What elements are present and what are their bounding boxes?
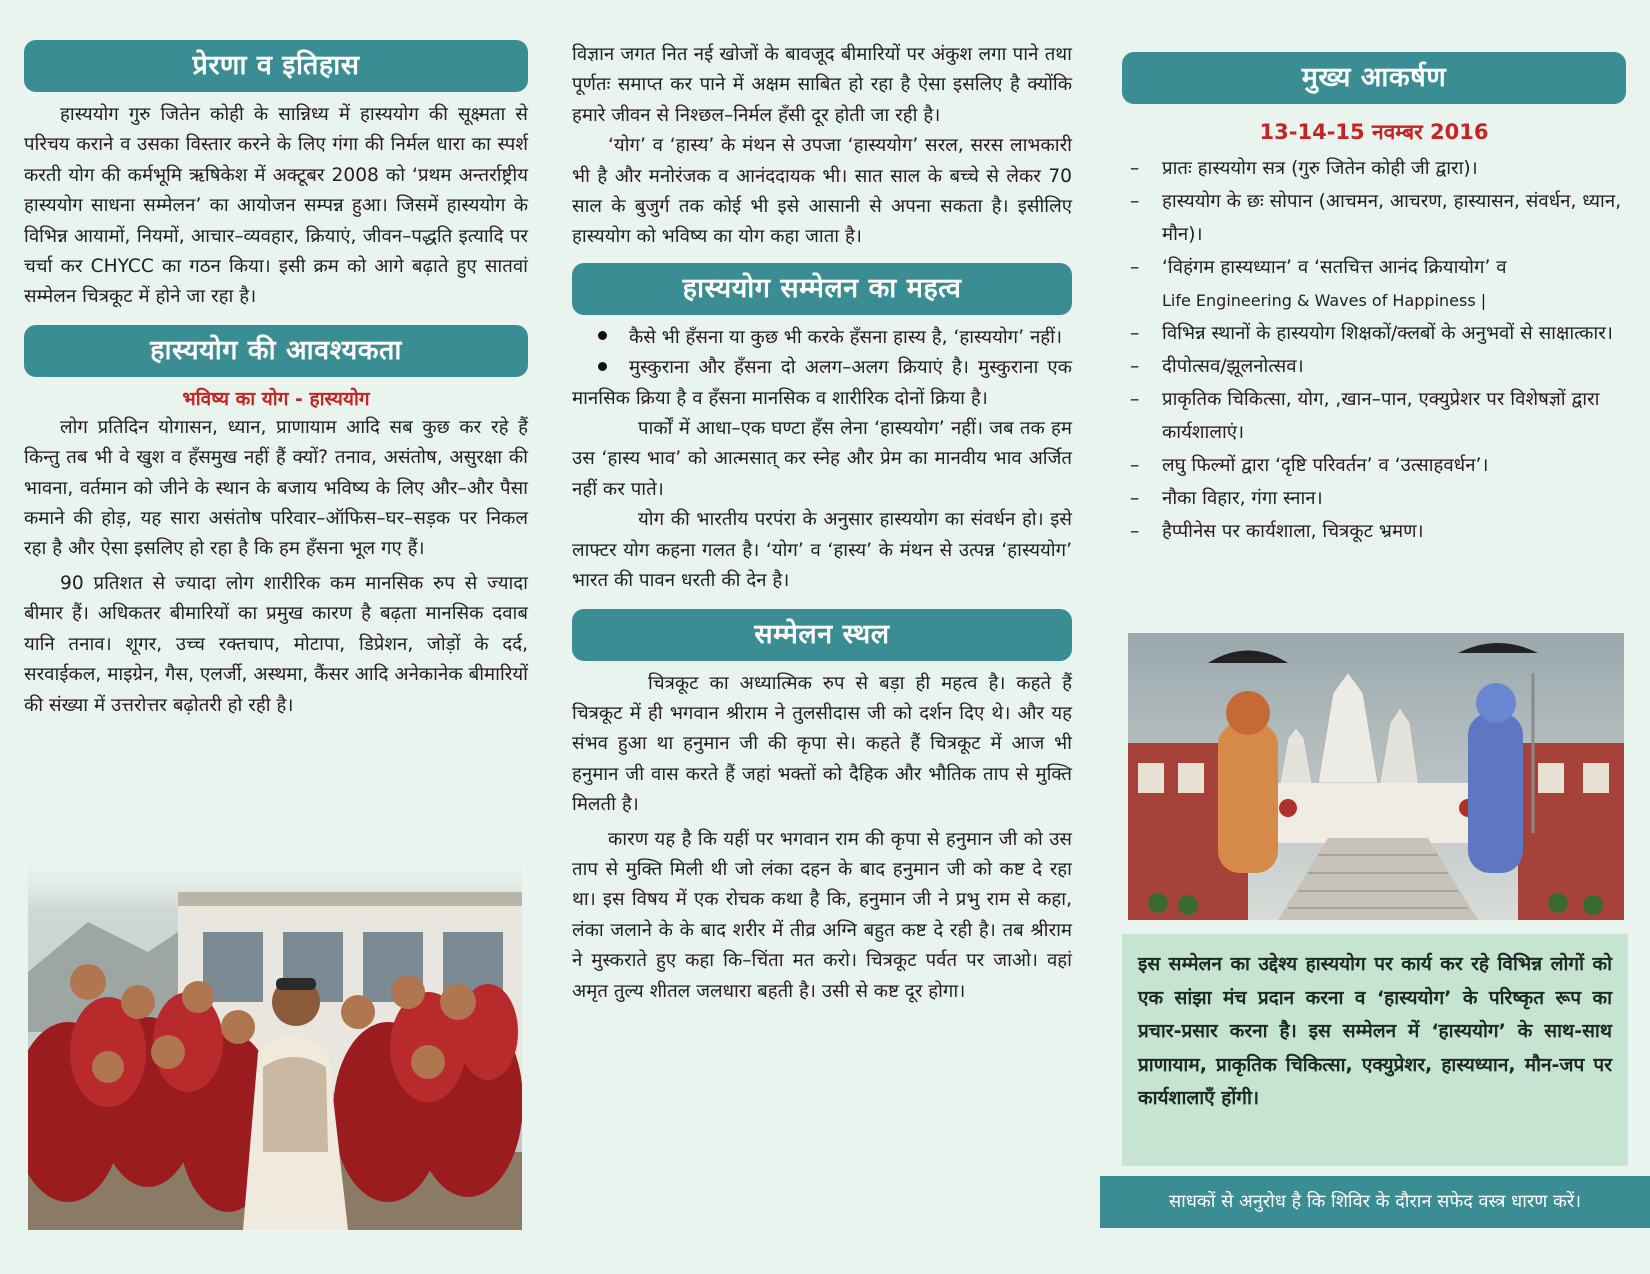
list-item: – नौका विहार, गंगा स्नान। bbox=[1130, 488, 1323, 509]
paragraph-science: विज्ञान जगत नित नई खोजों के बावजूद बीमारियों पर अंकुश लगा पाने तथा पूर्णतः समाप्त कर पाने में अक्षम साबित हो रहा है ऐसा इसलिए है क्योंकि हमारे जीवन से निश्छल–निर्मल हँसी दूर होती जा रही है। bbox=[572, 44, 1072, 126]
english-note: Life Engineering & Waves of Happiness | bbox=[1162, 291, 1487, 310]
bullet-item-laughing: कैसे भी हँसना या कुछ भी करके हँसना हास्य है, ‘हास्ययोग’ नहीं। bbox=[572, 323, 1072, 353]
paragraph-tradition: योग की भारतीय परपंरा के अनुसार हास्ययोग का संवर्धन हो। इसे लाफ्टर योग कहना गलत है। ‘योग’ व ‘हास्य’ के मंथन से उत्पन्न ‘हास्ययोग’ भारत की पावन धरती की देन है। bbox=[572, 509, 1072, 592]
footer-dress-code: साधकों से अनुरोध है कि शिविर के दौरान सफेद वस्त्र धारण करें। bbox=[1100, 1176, 1650, 1228]
photo-temple-statues bbox=[1128, 633, 1624, 920]
column-right bbox=[1122, 52, 1626, 548]
column-left bbox=[24, 40, 528, 721]
paragraph-hanuman-story: कारण यह है कि यहीं पर भगवान राम की कृपा से हनुमान जी को उस ताप से मुक्ति मिली थी जो लंका दहन के बाद हनुमान जी को कष्ट दे रहा था। इस विषय में एक रोचक कथा है कि, हनुमान जी ने प्रभु राम से कहा, लंका जलाने के के बाद शरीर में तीव्र अग्नि बहुत कष्ट दे रही है। तब श्रीराम ने मुस्कराते हुए कहा कि–चिंता मत करो। चित्रकूट पर्वत पर जाओ। वहां अमृत तुल्य शीतल जलधारा बहती है। उसी से कष्ट दूर होगा। bbox=[572, 828, 1072, 1002]
photo-laughing-monks bbox=[28, 852, 522, 1230]
heading-main-attractions: मुख्य आकर्षण bbox=[1122, 52, 1626, 104]
paragraph-illness: 90 प्रतिशत से ज्यादा लोग शारीरिक कम मानसिक रुप से ज्यादा बीमार हैं। अधिकतर बीमारियों का प्रमुख कारण है बढ़ता मानसिक दवाब यानि तनाव। शूगर, उच्च रक्तचाप, मोटापा, डिप्रेशन, जोड़ों के दर्द, सरवाईकल, माइग्रेन, गैस, एलर्जी, अस्थमा, कैंसर आदि अनेकानेक बीमारियों की संख्या में उत्तरोत्तर बढ़ोतरी हो रही है। bbox=[24, 572, 528, 716]
conference-purpose-box: इस सम्मेलन का उद्देश्य हास्ययोग पर कार्य कर रहे विभिन्न लोगों को एक सांझा मंच प्रदान करना व ‘हास्ययोग’ के परिष्कृत रूप का प्रचार-प्रसार करना है। इस सम्मेलन में ‘हास्ययोग’ के साथ-साथ प्राणायाम, प्राकृतिक चिकित्सा, एक्युप्रेशर, हास्यध्यान, मौन-जप पर कार्यशालाएँ होंगी। bbox=[1122, 934, 1628, 1166]
list-item: – ‘विहंगम हास्यध्यान’ व ‘सतचित्त आनंद क्रियायोग’ व Life Engineering & Waves of Happiness | bbox=[1130, 257, 1507, 310]
heading-inspiration-history: प्रेरणा व इतिहास bbox=[24, 40, 528, 92]
list-item: – लघु फिल्मों द्वारा ‘दृष्टि परिवर्तन’ व ‘उत्साहवर्धन’। bbox=[1130, 455, 1489, 476]
list-item: – हैप्पीनेस पर कार्यशाला, चित्रकूट भ्रमण। bbox=[1130, 521, 1424, 542]
heading-conference-venue: सम्मेलन स्थल bbox=[572, 609, 1072, 661]
list-item: – विभिन्न स्थानों के हास्ययोग शिक्षकों/क्लबों के अनुभवों से साक्षात्कार। bbox=[1130, 323, 1613, 344]
paragraph-need: लोग प्रतिदिन योगासन, ध्यान, प्राणायाम आदि सब कुछ कर रहे हैं किन्तु तब भी वे खुश व हँसमुख नहीं हैं क्यों? तनाव, असंतोष, असुरक्षा की भावना, वर्तमान को जीने के स्थान के बजाय भविष्य के लिए और–और पैसा कमाने की होड़, यह सारा असंतोष परिवार–ऑफिस–घर–सड़क पर निकल रहा है और ऐसा इसलिए हो रहा है कि हम हँसना भूल गए हैं। bbox=[24, 416, 528, 560]
bullet-item-smiling: मुस्कुराना और हँसना दो अलग–अलग क्रियाएं है। मुस्कुराना एक मानसिक क्रिया है व हँसना मानसिक व शारीरिक दोनों क्रिया है। bbox=[572, 357, 1072, 409]
paragraph-history: हास्ययोग गुरु जितेन कोही के सान्निध्य में हास्ययोग की सूक्ष्मता से परिचय कराने व उसका विस्तार करने के लिए गंगा की निर्मल धारा का स्पर्श करती योग की कर्मभूमि ऋषिकेश में अक्टूबर 2008 को ‘प्रथम अन्तर्राष्ट्रीय हास्ययोग साधना सम्मेलन’ का आयोजन सम्पन्न हुआ। जिसमें हास्ययोग के विभिन्न आयामों, नियमों, आचार–व्यवहार, क्रियाएं, जीवन–पद्धति इत्यादि पर चर्चा कर CHYCC का गठन किया। इसी क्रम को आगे बढ़ाते हुए सातवां सम्मेलन चित्रकूट में होने जा रहा है। bbox=[24, 104, 528, 308]
heading-conference-importance: हास्ययोग सम्मेलन का महत्व bbox=[572, 263, 1072, 315]
list-item: – दीपोत्सव/झूलनोत्सव। bbox=[1130, 356, 1304, 377]
bullet-icon bbox=[598, 362, 607, 371]
paragraph-parks: पार्कों में आधा–एक घण्टा हँस लेना ‘हास्ययोग’ नहीं। जब तक हम उस ‘हास्य भाव’ को आत्मसात् कर स्नेह और प्रेम का मानवीय भाव अर्जित नहीं कर पाते। bbox=[572, 418, 1072, 500]
bullet-icon bbox=[598, 331, 607, 340]
column-middle bbox=[572, 40, 1072, 1007]
list-item: – प्रातः हास्ययोग सत्र (गुरु जितेन कोही जी द्वारा)। bbox=[1130, 158, 1478, 179]
subtitle-future-yoga: भविष्य का योग - हास्ययोग bbox=[182, 387, 370, 410]
paragraph-yoga-hasya: ‘योग’ व ‘हास्य’ के मंथन से उपजा ‘हास्ययोग’ सरल, सरस लाभकारी भी है और मनोरंजक व आनंददायक भी। सात साल के बच्चे से लेकर 70 साल के बुजुर्ग तक कोई भी इसे आसानी से अपना सकता है। इसीलिए हास्ययोग को भविष्य का योग कहा जाता है। bbox=[572, 135, 1072, 248]
list-item: – प्राकृतिक चिकित्सा, योग, ,खान–पान, एक्युप्रेशर पर विशेषज्ञों द्वारा कार्यशालाएं। bbox=[1130, 389, 1600, 443]
attractions-list bbox=[1122, 152, 1626, 548]
heading-need-for-hasyayog: हास्ययोग की आवश्यकता bbox=[24, 325, 528, 377]
list-item: – हास्ययोग के छः सोपान (आचमन, आचरण, हास्यासन, संवर्धन, ध्यान, मौन)। bbox=[1130, 191, 1622, 245]
event-date: 13-14-15 नवम्बर 2016 bbox=[1259, 120, 1489, 144]
paragraph-chitrakoot: चित्रकूट का अध्यात्मिक रुप से बड़ा ही महत्व है। कहते हैं चित्रकूट में ही भगवान श्रीराम ने तुलसीदास जी को दर्शन दिए थे। और यह संभव हुआ था हनुमान जी की कृपा से। कहते हैं चित्रकूट में आज भी हनुमान जी वास करते हैं जहां भक्तों को दैहिक और भौतिक ताप से मुक्ति मिलती है। bbox=[572, 672, 1072, 816]
